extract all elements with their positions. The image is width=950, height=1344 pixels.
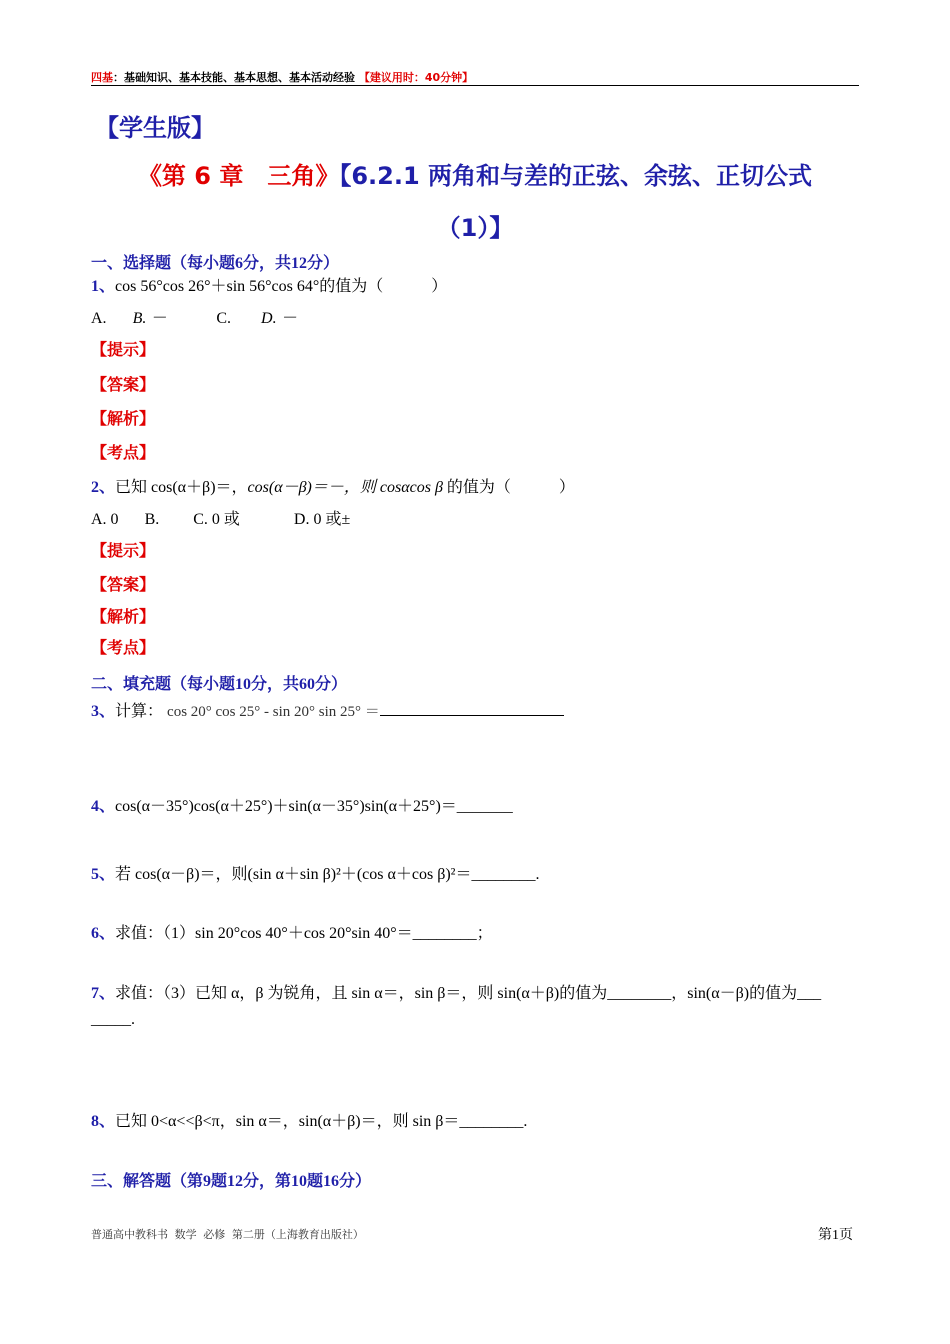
footer-page-number: 第1页 [818,1228,853,1243]
question-1 [91,273,447,296]
header-items: 基础知识、基本技能、基本思想、基本活动经验 [124,71,355,84]
question-7 [91,980,821,1003]
question-number: 8、 [91,1113,116,1130]
question-text-c: 的值为（ ） [442,479,575,496]
question-number: 2、 [91,479,116,496]
option-c: C. [216,310,232,327]
option-b: B. － [132,310,167,327]
question-text: 求值：（3）已知 α，β 为锐角，且 sin α＝，sin β＝，则 sin(α＋β)的值为________，sin(α－β)的值为___ [115,985,822,1002]
question-number: 4、 [91,798,116,815]
question-number: 1、 [91,278,116,295]
option-a: A. [91,310,107,327]
header-time-note: 【建议用时：40分钟】 [358,71,474,84]
answer-blank [380,701,564,716]
question-2 [91,474,575,497]
option-b: B. [144,511,160,528]
section-fill: 二、填充题（每小题10分，共60分） [91,676,348,693]
header-prefix: 四基 [91,71,113,84]
question-5 [91,861,539,884]
q1-analysis-tag: 【解析】 [91,409,156,428]
question-4 [91,793,513,816]
question-7-cont: _____. [91,1011,135,1028]
page-title-line1 [0,156,950,191]
q2-analysis-tag: 【解析】 [91,607,156,626]
question-text: 已知 0<α<<β<π，sin α＝，sin(α＋β)＝，则 sin β＝________. [115,1113,528,1130]
header-colon: ： [113,71,124,84]
footer-publisher: 普通高中教科书 数学 必修 第二册（上海教育出版社） [91,1228,364,1241]
q2-point-tag: 【考点】 [91,638,156,657]
question-8 [91,1108,527,1131]
header-rule [91,85,859,86]
option-c: C. 0 或 [193,511,240,528]
question-text-b: cos(α－β)＝－，则 cosαcos β [247,479,443,496]
question-6 [91,920,493,943]
option-a: A. 0 [91,511,119,528]
question-text: cos 56°cos 26°＋sin 56°cos 64°的值为（ ） [115,278,448,295]
question-text-a: 已知 cos(α＋β)＝， [115,479,248,496]
question-number: 5、 [91,866,116,883]
question-number: 3、 [91,703,116,720]
q2-answer-tag: 【答案】 [91,575,156,594]
section-choice: 一、选择题（每小题6分，共12分） [91,255,340,272]
q1-answer-tag: 【答案】 [91,375,156,394]
title-section-cont: （1）】 [436,214,514,242]
option-d: D. 0 或± [293,511,351,528]
question-2-options [91,506,350,529]
question-number: 6、 [91,925,116,942]
q1-hint-tag: 【提示】 [91,340,156,359]
version-label: 【学生版】 [95,114,215,142]
question-text: cos(α－35°)cos(α＋25°)＋sin(α－35°)sin(α＋25°)＝_______ [115,798,513,815]
question-expression: cos 20° cos 25° - sin 20° sin 25° ＝ [167,704,380,720]
question-3 [91,698,564,721]
title-chapter: 《第 6 章 三角》 [137,162,340,190]
question-number: 7、 [91,985,116,1002]
question-1-options [91,305,297,328]
q2-hint-tag: 【提示】 [91,541,156,560]
page-title-line2 [0,208,950,243]
page-header [91,69,473,85]
section-solve: 三、解答题（第9题12分，第10题16分） [91,1173,372,1190]
q1-point-tag: 【考点】 [91,443,156,462]
question-text: 求值：（1）sin 20°cos 40°＋cos 20°sin 40°＝________； [115,925,493,942]
title-section: 【6.2.1 两角和与差的正弦、余弦、正切公式 [339,162,813,190]
question-text: 若 cos(α－β)＝，则(sin α＋sin β)²＋(cos α＋cos β)²＝________. [115,866,540,883]
option-d: D. － [261,310,297,327]
question-text: 计算： [115,703,164,720]
